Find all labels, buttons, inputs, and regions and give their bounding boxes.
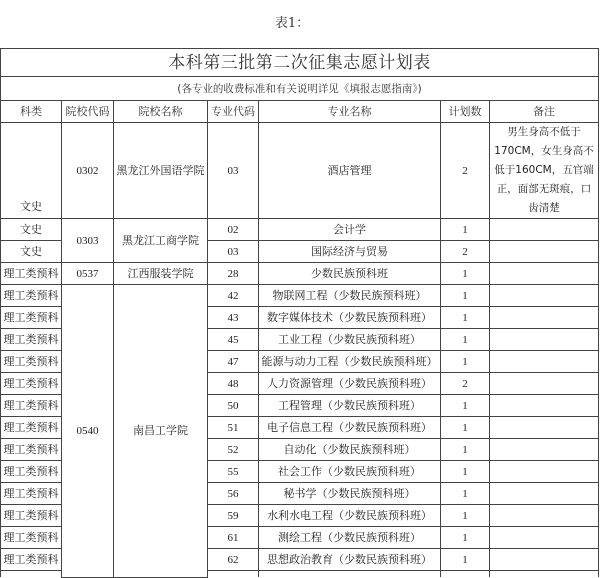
major-code-cell: 03: [208, 241, 259, 263]
major-name-cell: 会计学: [259, 219, 441, 241]
major-code-cell: 47: [208, 351, 259, 373]
remark-cell: [490, 549, 599, 571]
major-code-cell: 59: [208, 505, 259, 527]
category-cell: 理工类预科: [1, 351, 62, 373]
major-name-cell: 思想政治教育（少数民族预科班）: [259, 549, 441, 571]
school-code-cell: 0537: [62, 263, 114, 285]
category-cell: 理工类预科: [1, 505, 62, 527]
remark-cell: [490, 351, 599, 373]
school-code-cell: 0302: [62, 123, 114, 219]
category-cell: 理工类预科: [1, 549, 62, 571]
caption-text: 表1：: [274, 16, 310, 31]
remark-cell: [490, 373, 599, 395]
category-cell: 理工类预科: [1, 395, 62, 417]
category-cell: 文史: [1, 219, 62, 241]
header-major-code: 专业代码: [208, 101, 259, 123]
category-cell: 理工类预科: [1, 417, 62, 439]
plan-cell: 1: [441, 329, 490, 351]
category-cell: 理工类预科: [1, 307, 62, 329]
header-category: 科类: [1, 101, 62, 123]
school-name-cell: 黑龙江外国语学院: [114, 123, 208, 219]
major-code-cell: 61: [208, 527, 259, 549]
title-row: [1, 49, 599, 77]
remark-cell: [490, 527, 599, 549]
school-name-cell: 江西服装学院: [114, 263, 208, 285]
major-name-cell: 酒店管理: [259, 123, 441, 219]
remark-cell: [490, 483, 599, 505]
major-code-cell: 42: [208, 285, 259, 307]
major-name-cell: 人力资源管理（少数民族预科班）: [259, 373, 441, 395]
major-name-cell: 水利水电工程（少数民族预科班）: [259, 505, 441, 527]
major-code-cell: 52: [208, 439, 259, 461]
category-cell: 理工类预科: [1, 263, 62, 285]
plan-cell: 1: [441, 549, 490, 571]
major-name-cell: 社会工作（少数民族预科班）: [259, 461, 441, 483]
school-code-cell: 0540: [62, 285, 114, 578]
plan-cell: 2: [441, 123, 490, 219]
header-remark: 备注: [490, 101, 599, 123]
category-cell: 理工类预科: [1, 483, 62, 505]
remark-cell: [490, 505, 599, 527]
major-name-cell: 少数民族预科班: [259, 263, 441, 285]
remark-cell: [490, 263, 599, 285]
major-name-cell: [259, 571, 441, 578]
major-code-cell: 51: [208, 417, 259, 439]
major-code-cell: [208, 571, 259, 578]
header-major-name: 专业名称: [259, 101, 441, 123]
enrollment-plan-table: [0, 48, 599, 578]
plan-cell: 1: [441, 395, 490, 417]
category-cell: 文史: [1, 123, 62, 219]
table-row: [1, 123, 599, 219]
school-name-cell: 黑龙江工商学院: [114, 219, 208, 263]
major-code-cell: 55: [208, 461, 259, 483]
table-row: [1, 263, 599, 285]
plan-cell: 1: [441, 219, 490, 241]
major-code-cell: 28: [208, 263, 259, 285]
remark-cell: [490, 241, 599, 263]
major-code-cell: 62: [208, 549, 259, 571]
category-cell: 文史: [1, 241, 62, 263]
major-name-cell: 数字媒体技术（少数民族预科班）: [259, 307, 441, 329]
category-cell: 理工类预科: [1, 461, 62, 483]
remark-cell: 男生身高不低于170CM，女生身高不低于160CM，五官端正，面部无斑痕，口齿清楚: [490, 123, 599, 219]
remark-cell: [490, 461, 599, 483]
major-name-cell: 工业工程（少数民族预科班）: [259, 329, 441, 351]
plan-cell: 1: [441, 307, 490, 329]
major-code-cell: 56: [208, 483, 259, 505]
major-name-cell: 自动化（少数民族预科班）: [259, 439, 441, 461]
category-cell: 理工类预科: [1, 329, 62, 351]
plan-cell: 1: [441, 417, 490, 439]
remark-cell: [490, 417, 599, 439]
major-name-cell: 秘书学（少数民族预科班）: [259, 483, 441, 505]
major-code-cell: 50: [208, 395, 259, 417]
major-code-cell: 45: [208, 329, 259, 351]
remark-cell: [490, 329, 599, 351]
plan-cell: [441, 571, 490, 578]
header-row: [1, 101, 599, 123]
table-row: [1, 285, 599, 307]
subtitle-row: [1, 77, 599, 101]
major-name-cell: 测绘工程（少数民族预科班）: [259, 527, 441, 549]
header-plan: 计划数: [441, 101, 490, 123]
major-code-cell: 48: [208, 373, 259, 395]
category-cell: [1, 571, 62, 578]
plan-cell: 1: [441, 285, 490, 307]
plan-cell: 1: [441, 461, 490, 483]
plan-cell: 1: [441, 351, 490, 373]
remark-cell: [490, 571, 599, 578]
table-title: 本科第三批第二次征集志愿计划表: [1, 49, 599, 77]
table-caption: [0, 12, 600, 31]
category-cell: 理工类预科: [1, 373, 62, 395]
plan-cell: 2: [441, 373, 490, 395]
table-row: [1, 219, 599, 241]
remark-cell: [490, 307, 599, 329]
plan-cell: 1: [441, 505, 490, 527]
major-name-cell: 物联网工程（少数民族预科班）: [259, 285, 441, 307]
table-subtitle: (各专业的收费标准和有关说明详见《填报志愿指南》): [1, 77, 599, 101]
school-name-cell: 南昌工学院: [114, 285, 208, 578]
school-code-cell: 0303: [62, 219, 114, 263]
plan-cell: 2: [441, 241, 490, 263]
remark-cell: [490, 439, 599, 461]
plan-cell: 1: [441, 263, 490, 285]
plan-cell: 1: [441, 439, 490, 461]
remark-cell: [490, 219, 599, 241]
category-cell: 理工类预科: [1, 527, 62, 549]
header-school-name: 院校名称: [114, 101, 208, 123]
header-school-code: 院校代码: [62, 101, 114, 123]
major-code-cell: 02: [208, 219, 259, 241]
category-cell: 理工类预科: [1, 439, 62, 461]
major-code-cell: 03: [208, 123, 259, 219]
remark-cell: [490, 395, 599, 417]
plan-cell: 1: [441, 483, 490, 505]
remark-cell: [490, 285, 599, 307]
major-name-cell: 国际经济与贸易: [259, 241, 441, 263]
category-cell: 理工类预科: [1, 285, 62, 307]
major-name-cell: 能源与动力工程（少数民族预科班）: [259, 351, 441, 373]
plan-cell: 1: [441, 527, 490, 549]
major-name-cell: 工程管理（少数民族预科班）: [259, 395, 441, 417]
major-code-cell: 43: [208, 307, 259, 329]
major-name-cell: 电子信息工程（少数民族预科班）: [259, 417, 441, 439]
